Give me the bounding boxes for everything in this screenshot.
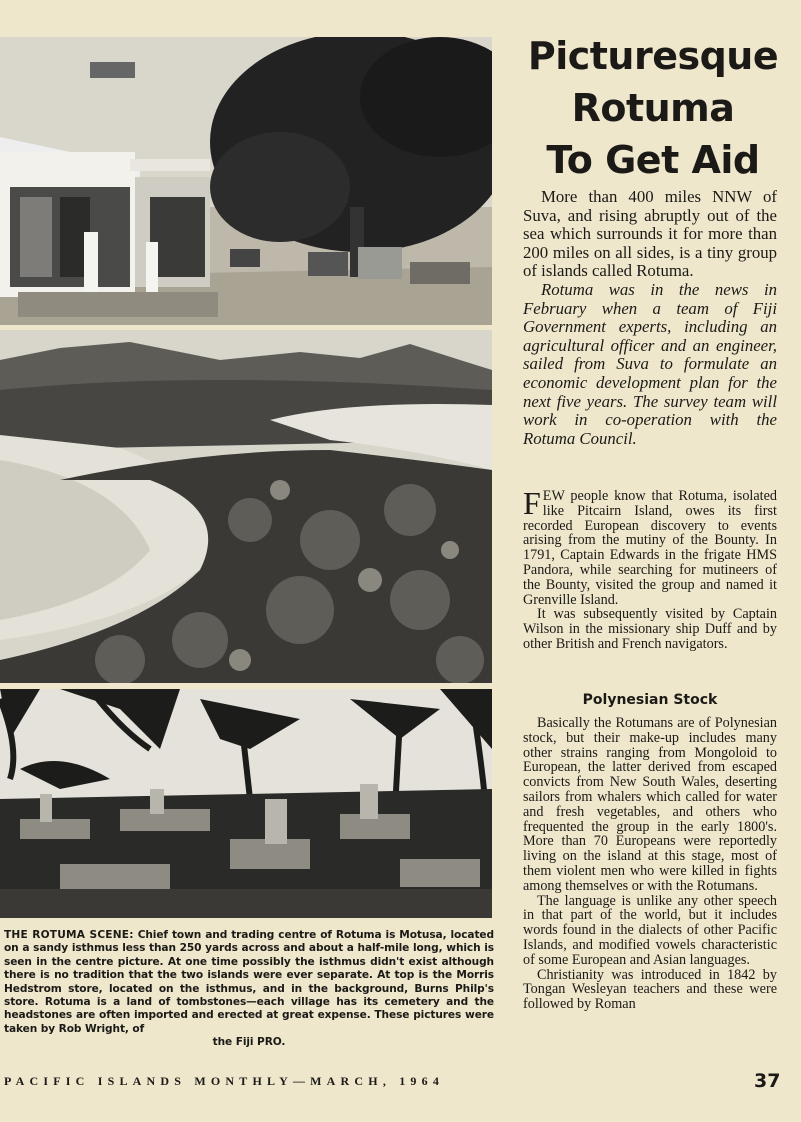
intro-paragraph-1: More than 400 miles NNW of Suva, and rising abruptly out of the sea which surrounds it for more than 200 miles on all sides, is a tiny group of islands called Rotuma. [523,187,777,281]
store-street-photo [0,37,492,325]
article-paragraph: Christianity was introduced in 1842 by Tongan Wesleyan teachers and these were followed by Roman [523,966,777,1013]
article-body-2 [523,716,777,1012]
article-paragraph: It was subsequently visited by Captain Wilson in the missionary ship Duff and by other British and French navigators. [523,606,777,652]
paragraph-text: EW people know that Rotuma, isolated like Pitcairn Island, owes its first recorded European discovery to events arising from the mutiny of the Bounty. In 1791, Captain Edwards in the frigate HMS Pandora, while searching for mutineers of the Bounty, visited the group and named it Grenville Island. [523,488,777,608]
intro-text [523,188,777,448]
headline-line-3: To Get Aid [546,138,760,182]
drop-cap: F [523,485,541,521]
article-body-1 [523,485,777,652]
caption-lead: THE ROTUMA SCENE: [4,929,134,941]
intro-paragraph-2: Rotuma was in the news in February when a team of Fiji Government experts, including an agricultural officer and an engineer, sailed from Suva to formulate an economic development plan for the next five years. The survey team will work in co-operation with the Rotuma Council. [523,279,777,448]
isthmus-aerial-photo [0,330,492,683]
photo-caption [4,929,494,1050]
article-paragraph: Basically the Rotumans are of Polynesian stock, but their make-up includes many other strains ranging from Mongoloid to European, the latter derived from escaped convicts from New South Wales, deserting sailors from whalers which called for water and fresh vegetables, and others who frequented the group in the early 1800's. More than 70 Europeans were reportedly living on the island at this stage, most of them violent men who were killed in fights among themselves or with the Rotumans. [523,715,777,894]
running-head: PACIFIC ISLANDS MONTHLY—MARCH, 1964 [4,1074,445,1088]
headline [508,30,798,186]
article-paragraph: The language is unlike any other speech in that part of the world, but it includes words found in the dialects of other Pacific Islands, and modified vowels characteristic of some European and Asian languages. [523,892,777,968]
page-footer [0,1070,801,1094]
article-paragraph [523,485,777,608]
headline-line-1: Picturesque [527,34,779,78]
caption-text: Chief town and trading centre of Rotuma is Motusa, located on a sandy isthmus less than 250 yards across and about a half-mile long, which is seen in the centre picture. At one time possibly the isthmus didn't exist although there is no tradition that the two islands were ever separate. At top is the Morris Hedstrom store, located on the isthmus, and in the background, Burns Philp's store. Rotuma is a land of tombstones—each village has its cemetery and the headstones are often imported and erected at great expense. These pictures were taken by Rob Wright, of [4,929,494,1035]
section-subhead: Polynesian Stock [582,692,718,708]
cemetery-photo [0,689,492,918]
caption-last-line: the Fiji PRO. [212,1036,286,1049]
page-number: 37 [754,1070,781,1092]
headline-line-2: Rotuma [571,86,735,130]
